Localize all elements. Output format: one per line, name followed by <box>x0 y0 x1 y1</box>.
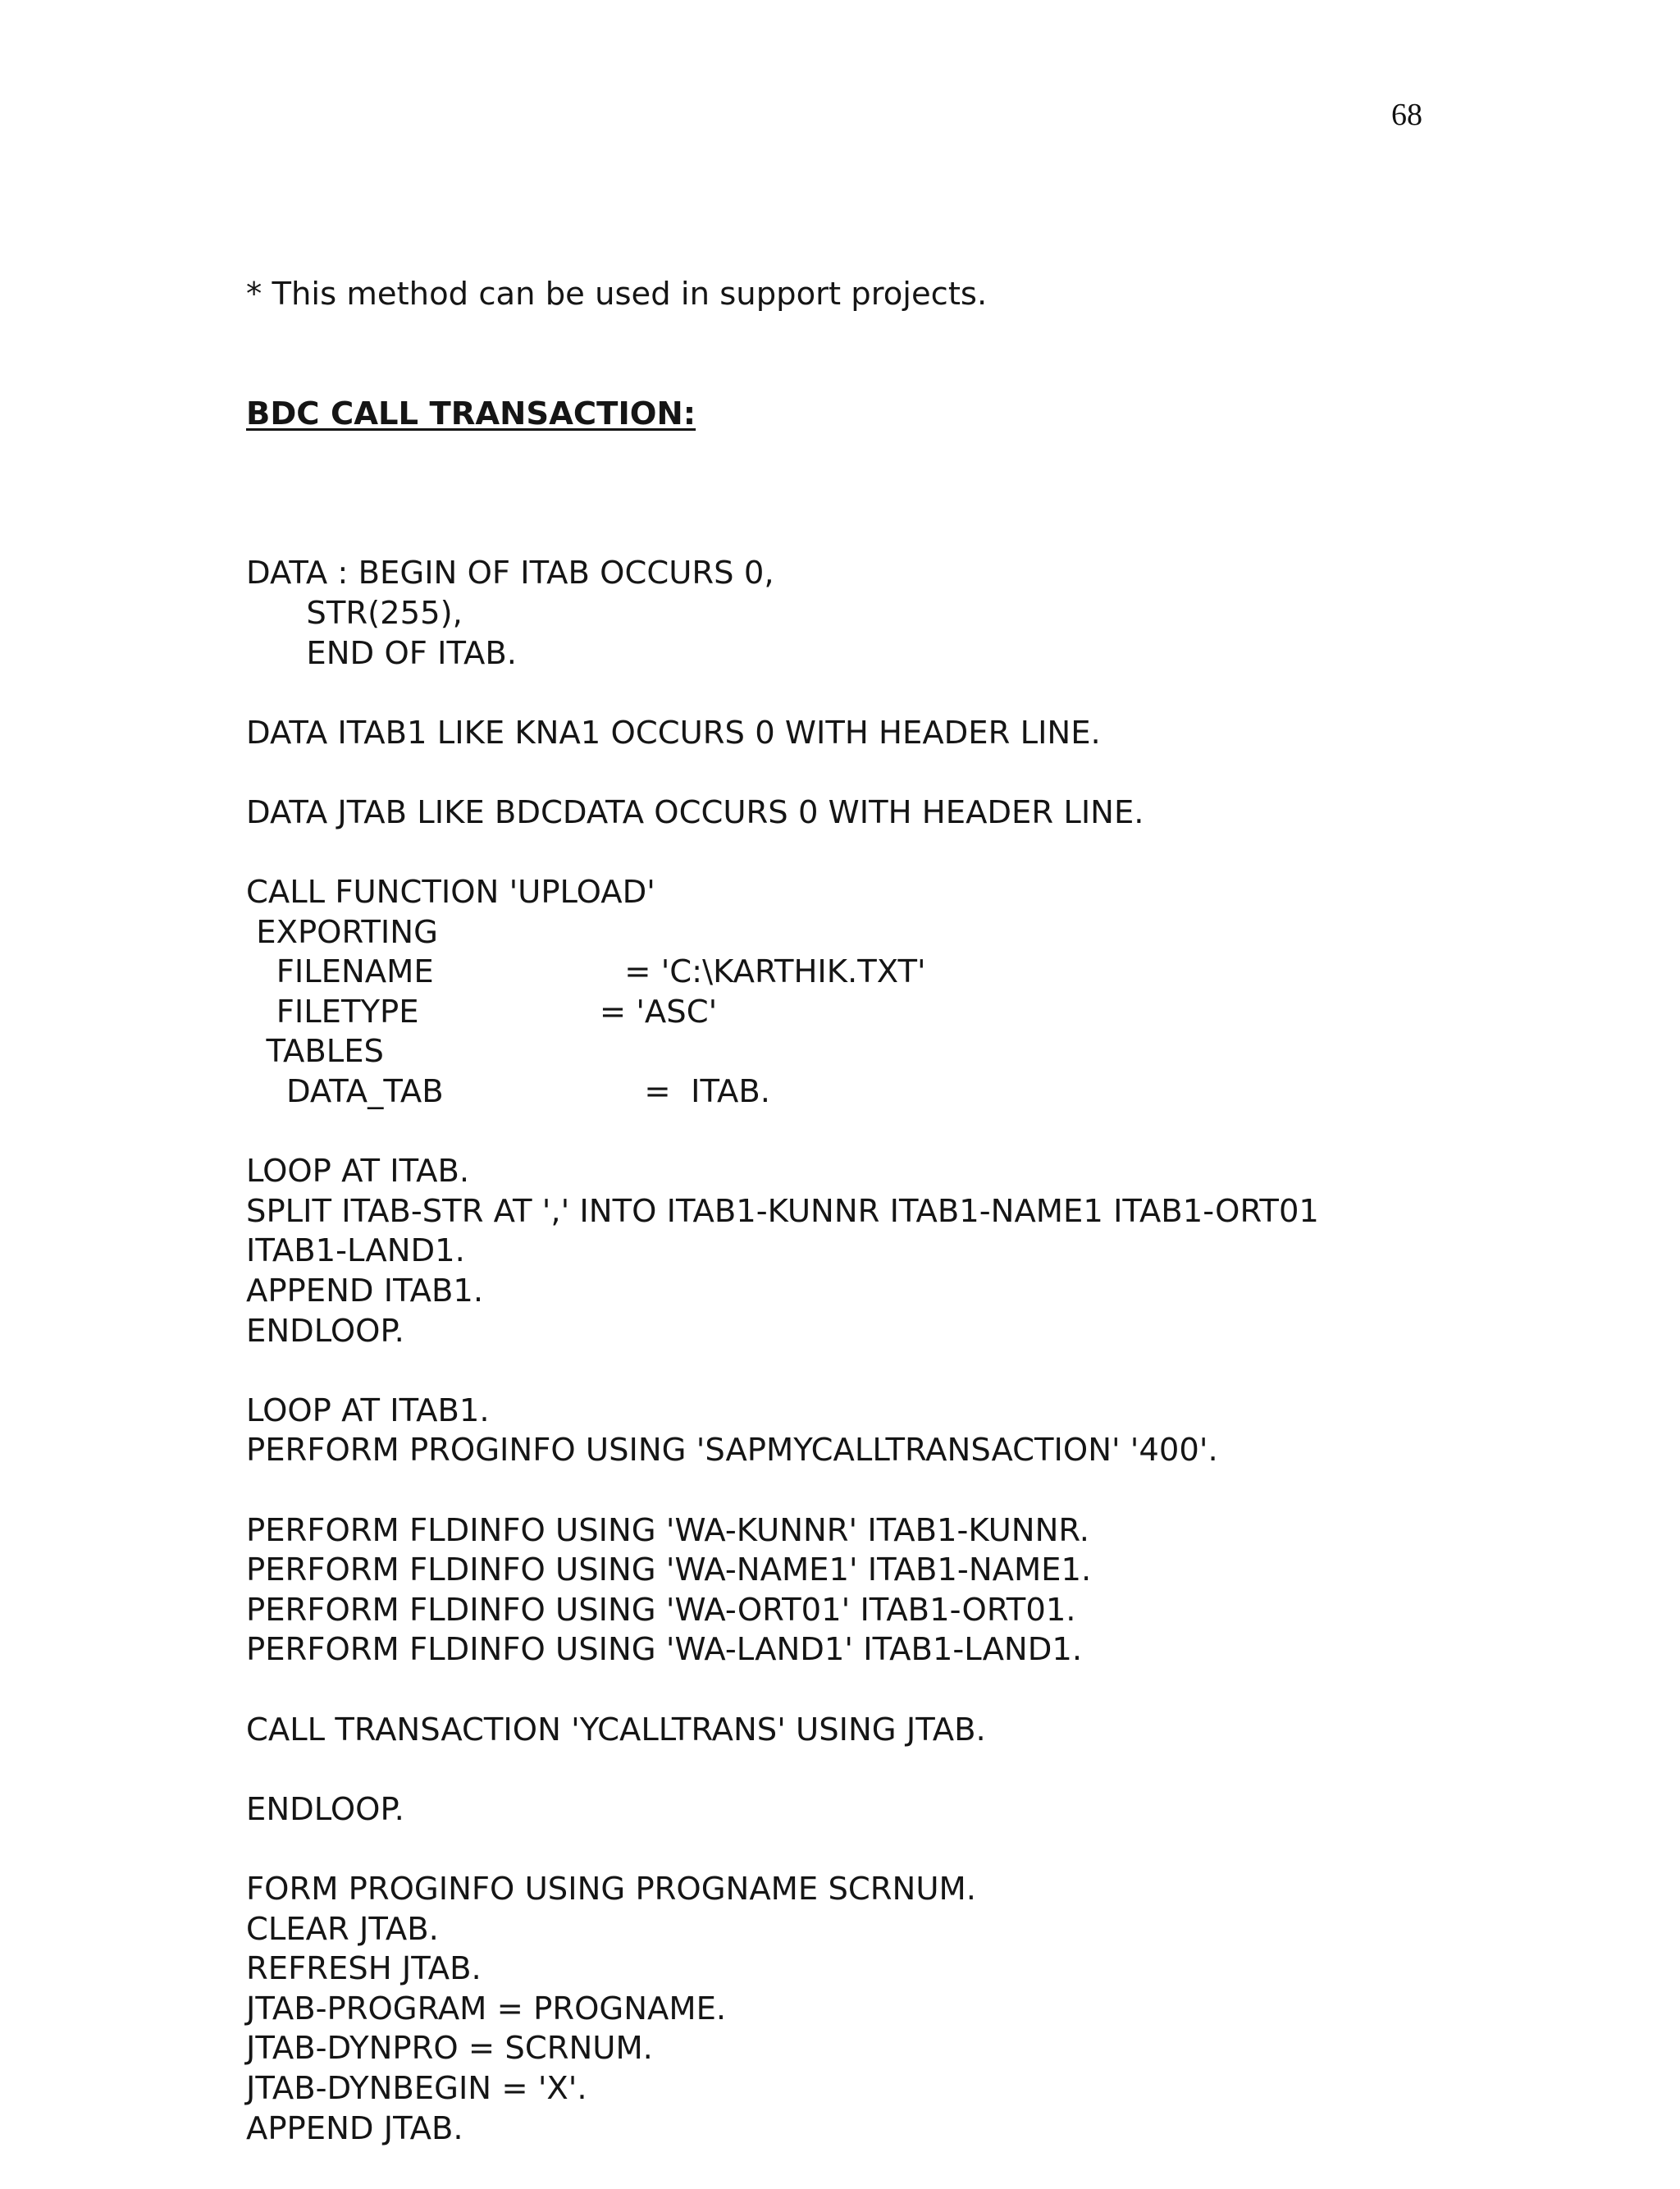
code-line: FILENAME = 'C:\KARTHIK.TXT' <box>246 953 926 991</box>
code-line: PERFORM FLDINFO USING 'WA-ORT01' ITAB1-ORT01. <box>246 1591 1076 1629</box>
code-line: ITAB1-LAND1. <box>246 1232 465 1270</box>
code-line: CALL FUNCTION 'UPLOAD' <box>246 874 655 912</box>
code-line: DATA_TAB = ITAB. <box>246 1073 771 1111</box>
code-line: JTAB-PROGRAM = PROGNAME. <box>246 1990 727 2027</box>
code-line: FILETYPE = 'ASC' <box>246 993 718 1031</box>
code-line: CALL TRANSACTION 'YCALLTRANS' USING JTAB. <box>246 1711 986 1748</box>
code-line: ENDLOOP. <box>246 1790 404 1828</box>
document-body <box>246 195 1444 2189</box>
code-line: APPEND ITAB1. <box>246 1273 484 1310</box>
code-line: TABLES <box>246 1033 384 1071</box>
code-line: APPEND JTAB. <box>246 2109 463 2147</box>
code-line: PERFORM FLDINFO USING 'WA-NAME1' ITAB1-NAME1. <box>246 1551 1092 1589</box>
section-heading: BDC CALL TRANSACTION: <box>246 395 696 432</box>
code-line: JTAB-DYNPRO = SCRNUM. <box>246 2030 653 2068</box>
code-line: LOOP AT ITAB. <box>246 1153 470 1190</box>
code-line <box>246 1670 1444 1711</box>
code-line <box>246 1750 1444 1790</box>
code-line: REFRESH JTAB. <box>246 1950 482 1988</box>
code-line: DATA ITAB1 LIKE KNA1 OCCURS 0 WITH HEADER LINE. <box>246 714 1101 752</box>
code-line: SPLIT ITAB-STR AT ',' INTO ITAB1-KUNNR ITAB1-NAME1 ITAB1-ORT01 <box>246 1192 1319 1230</box>
code-block <box>246 514 1444 2149</box>
code-line: DATA : BEGIN OF ITAB OCCURS 0, <box>246 555 774 592</box>
code-line: JTAB-DYNBEGIN = 'X'. <box>246 2069 587 2107</box>
code-line: DATA JTAB LIKE BDCDATA OCCURS 0 WITH HEADER LINE. <box>246 793 1144 831</box>
page-number: 68 <box>1391 98 1422 132</box>
code-line <box>246 1351 1444 1392</box>
code-line: CLEAR JTAB. <box>246 1910 439 1948</box>
code-line: PERFORM FLDINFO USING 'WA-LAND1' ITAB1-LAND1. <box>246 1631 1083 1669</box>
code-line <box>246 514 1444 555</box>
code-line <box>246 674 1444 714</box>
code-line: ENDLOOP. <box>246 1312 404 1350</box>
intro-note: * This method can be used in support projects. <box>246 276 988 313</box>
code-line: PERFORM PROGINFO USING 'SAPMYCALLTRANSACTION' '400'. <box>246 1432 1218 1469</box>
code-line: FORM PROGINFO USING PROGNAME SCRNUM. <box>246 1870 976 1908</box>
code-line: STR(255), <box>246 594 463 632</box>
code-line: LOOP AT ITAB1. <box>246 1392 490 1429</box>
code-line: END OF ITAB. <box>246 634 517 672</box>
code-line <box>246 1113 1444 1153</box>
code-line: PERFORM FLDINFO USING 'WA-KUNNR' ITAB1-KUNNR. <box>246 1511 1089 1549</box>
code-line: EXPORTING <box>246 913 438 951</box>
code-line <box>246 1471 1444 1511</box>
code-line <box>246 1830 1444 1870</box>
code-line <box>246 753 1444 793</box>
code-line <box>246 834 1444 874</box>
